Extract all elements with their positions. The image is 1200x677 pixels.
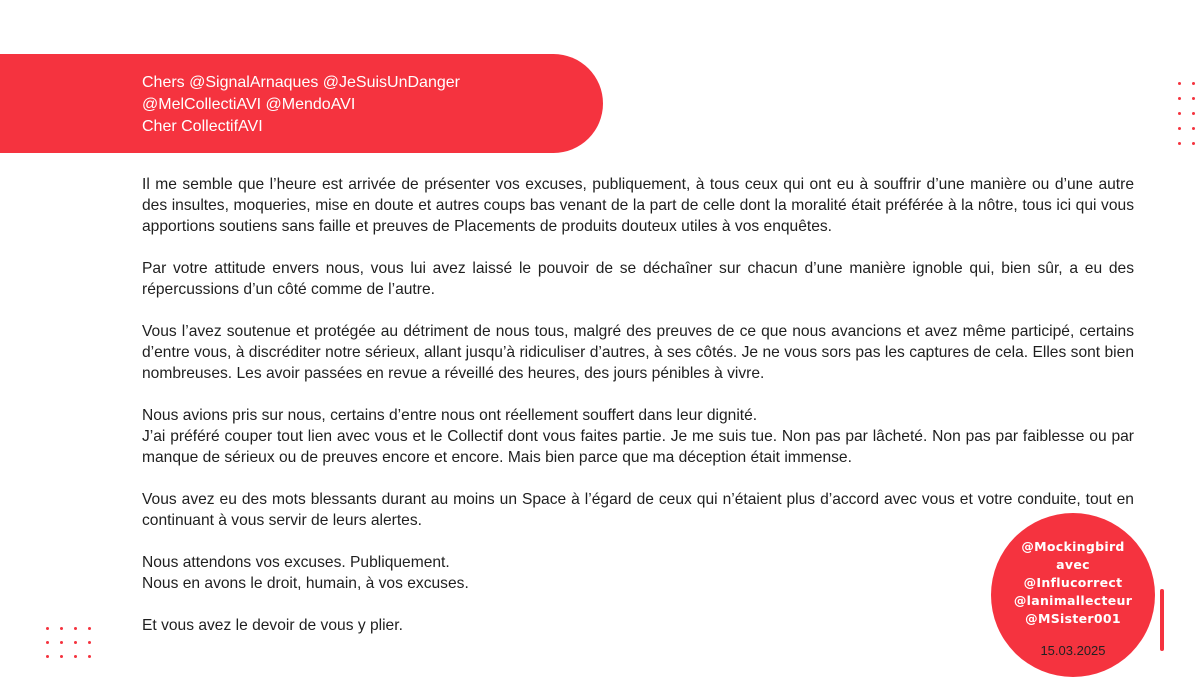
signature-line: @lanimallecteur	[1013, 593, 1133, 608]
paragraph	[142, 321, 1134, 384]
decorative-bar	[1160, 589, 1164, 651]
paragraph-line: Il me semble que l’heure est arrivée de présenter vos excuses, publiquement, à tous ceux qui ont eu à souffrir d’une manière ou d’une autre des insultes, moqueries, mise en doute et autres coups bas venant de la part de celle dont la moralité était préférée à la nôtre, tous ici qui vous apportions soutiens sans faille et preuves de Placements de produits douteux utiles à vos enquêtes.	[142, 176, 1134, 235]
addressee-line: @MelCollectiAVI @MendoAVI	[142, 96, 356, 113]
paragraph-line: Par votre attitude envers nous, vous lui avez laissé le pouvoir de se déchaîner sur chacun d’une manière ignoble qui, bien sûr, a eu des répercussions d’un côté comme de l’autre.	[142, 260, 1134, 298]
signature-block	[991, 538, 1155, 628]
paragraph-line: Et vous avez le devoir de vous y plier.	[142, 617, 403, 634]
paragraph	[142, 258, 1134, 300]
paragraph	[142, 552, 1134, 594]
paragraph-line: Vous l’avez soutenue et protégée au détriment de nous tous, malgré des preuves de ce que nous avancions et avez même participé, certains d’entre vous, à discréditer notre sérieux, allant jusqu’à ridiculiser d’autres, à ses côtés. Je ne vous sors pas les captures de cela. Elles sont bien nombreuses. Les avoir passées en revue a réveillé des heures, des jours pénibles à vivre.	[142, 323, 1134, 382]
paragraph-line: Nous en avons le droit, humain, à vos excuses.	[142, 575, 469, 592]
addressee-block	[142, 72, 460, 138]
letter-date: 15.03.2025	[1040, 643, 1106, 658]
letter-body	[142, 174, 1134, 657]
decorative-dots-bottom-left	[46, 627, 91, 658]
addressee-line: Chers @SignalArnaques @JeSuisUnDanger	[142, 74, 460, 91]
signature-line: @Mockingbird	[1021, 539, 1125, 554]
paragraph-line: Vous avez eu des mots blessants durant au moins un Space à l’égard de ceux qui n’étaient plus d’accord avec vous et votre conduite, tout en continuant à vous servir de leurs alertes.	[142, 491, 1134, 529]
paragraph-line: Nous attendons vos excuses. Publiquement.	[142, 554, 450, 571]
paragraph	[142, 615, 1134, 636]
addressee-line: Cher CollectifAVI	[142, 118, 263, 135]
paragraph	[142, 405, 1134, 468]
signature-line: avec	[1056, 557, 1090, 572]
decorative-dots-top-right	[1178, 82, 1195, 145]
paragraph	[142, 174, 1134, 237]
paragraph	[142, 489, 1134, 531]
signature-line: @Influcorrect	[1023, 575, 1123, 590]
signature-line: @MSister001	[1025, 611, 1121, 626]
paragraph-line: Nous avions pris sur nous, certains d’entre nous ont réellement souffert dans leur dignité.	[142, 407, 758, 424]
paragraph-line: J’ai préféré couper tout lien avec vous et le Collectif dont vous faites partie. Je me suis tue. Non pas par lâcheté. Non pas par faiblesse ou par manque de sérieux ou de preuves encore et encore. Mais bien parce que ma déception était immense.	[142, 428, 1134, 466]
